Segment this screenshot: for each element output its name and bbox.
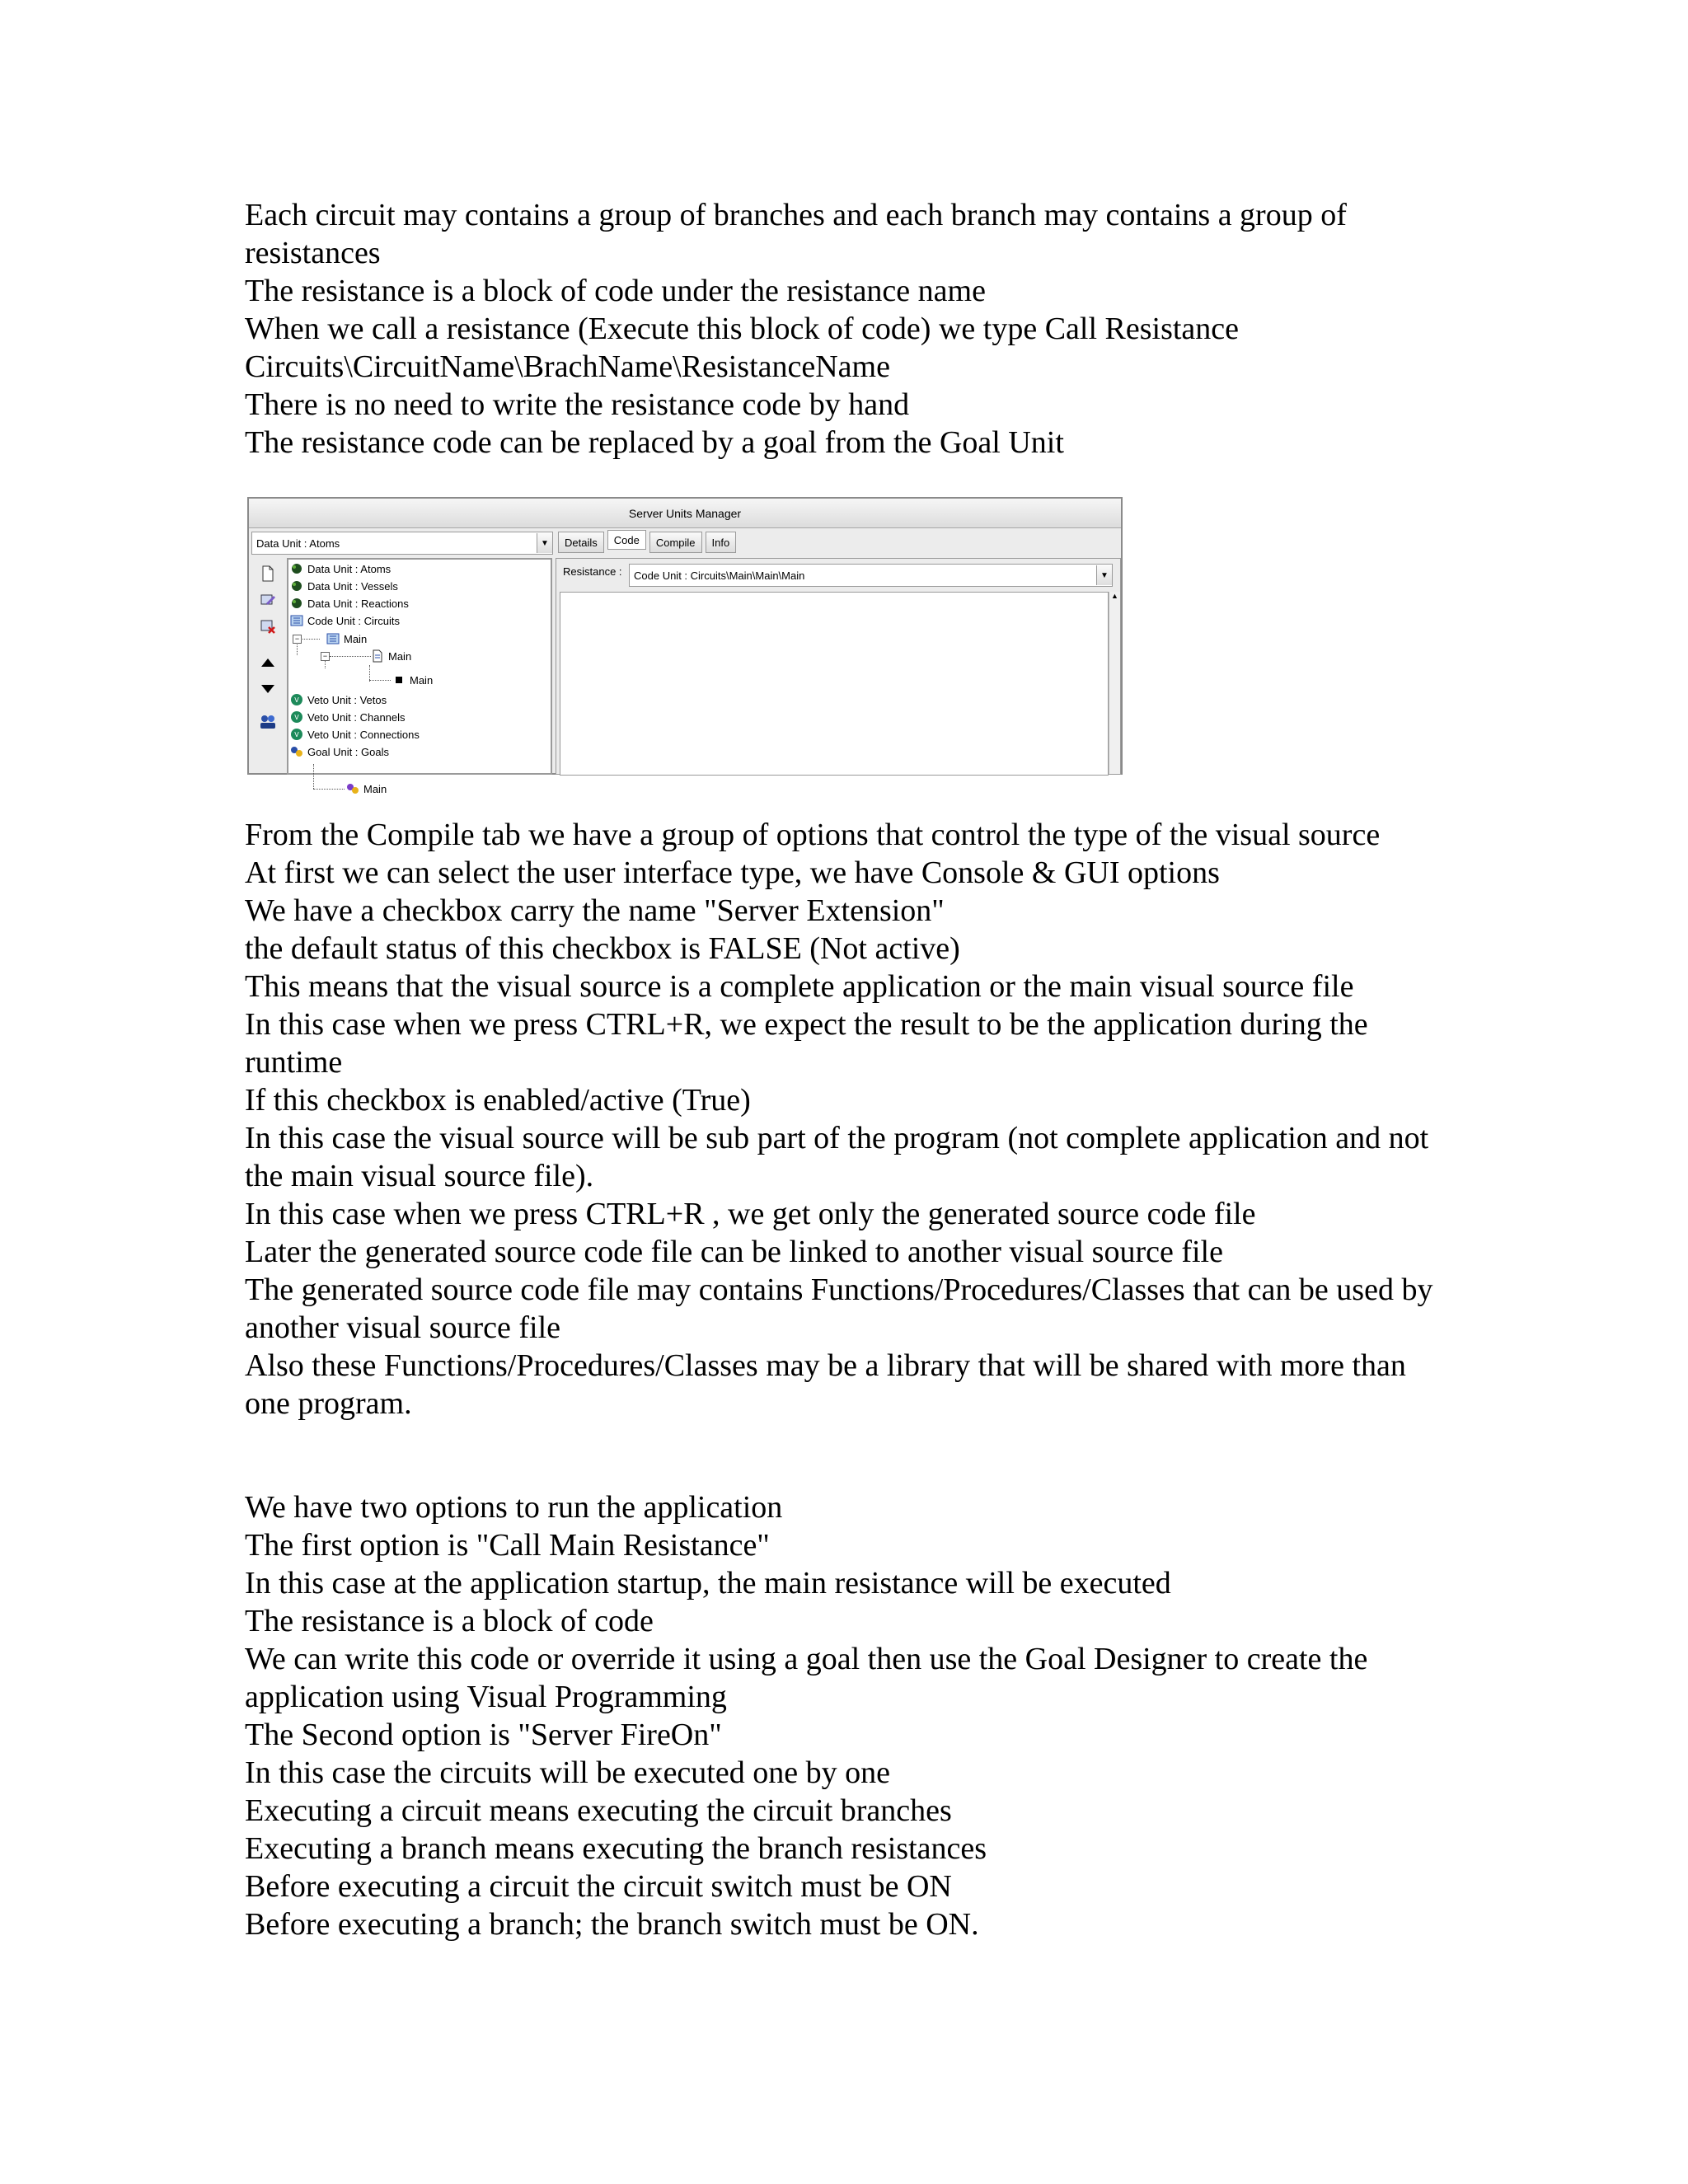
tree-node-label: Main xyxy=(363,782,387,795)
collapse-toggle[interactable]: − xyxy=(293,635,302,644)
text-line: We have two options to run the application xyxy=(245,1490,783,1525)
svg-text:V: V xyxy=(294,714,299,721)
unit-select[interactable] xyxy=(251,532,553,555)
tree-node[interactable] xyxy=(346,780,387,797)
svg-text:V: V xyxy=(294,731,299,738)
new-file-icon[interactable] xyxy=(257,563,279,584)
branch-icon xyxy=(371,649,384,663)
delete-icon[interactable] xyxy=(257,616,279,637)
text-line: The Second option is "Server FireOn" xyxy=(245,1718,722,1752)
edit-icon[interactable] xyxy=(257,589,279,611)
resistance-label: Resistance : xyxy=(563,565,622,578)
text-line: In this case at the application startup, the main resistance will be executed xyxy=(245,1566,1171,1601)
collapse-toggle[interactable]: − xyxy=(321,652,330,661)
svg-text:V: V xyxy=(294,696,299,704)
tree-node[interactable] xyxy=(290,743,389,760)
move-down-icon[interactable] xyxy=(257,678,279,700)
goal-icon xyxy=(346,782,359,795)
tree-node[interactable] xyxy=(290,560,391,577)
text-line: We can write this code or override it using a goal then use the Goal Designer to create the application using Visual Programming xyxy=(245,1642,1368,1714)
text-line: Before executing a branch; the branch switch must be ON. xyxy=(245,1907,979,1942)
tree-node[interactable] xyxy=(290,578,398,594)
tree-toolbar xyxy=(251,558,284,773)
tree-node[interactable] xyxy=(290,612,400,629)
atom-icon xyxy=(290,562,303,575)
tree-node-label: Veto Unit : Connections xyxy=(307,728,420,741)
tree-node[interactable] xyxy=(392,672,433,688)
text-line: The first option is "Call Main Resistance" xyxy=(245,1528,770,1563)
veto-icon xyxy=(290,693,303,706)
tree-node[interactable] xyxy=(290,691,387,708)
resistance-select[interactable] xyxy=(629,564,1113,587)
tab-compile[interactable]: Compile xyxy=(649,532,702,553)
text-line: The resistance is a block of code xyxy=(245,1604,654,1638)
run-options-paragraph xyxy=(245,1488,1448,1943)
text-line: Before executing a circuit the circuit switch must be ON xyxy=(245,1869,952,1904)
tree-node-label: Main xyxy=(410,673,434,687)
tree-node-label: Data Unit : Vessels xyxy=(307,579,398,593)
tree-node-label: Goal Unit : Goals xyxy=(307,745,389,758)
text-line: There is no need to write the resistance code by hand xyxy=(245,387,910,422)
resistance-select-value: Code Unit : Circuits\Main\Main\Main xyxy=(634,569,805,582)
text-line: At first we can select the user interface type, we have Console & GUI options xyxy=(245,855,1220,890)
text-line: We have a checkbox carry the name "Server Extension" xyxy=(245,893,945,928)
tree-node[interactable] xyxy=(290,709,406,725)
text-line: When we call a resistance (Execute this block of code) we type Call Resistance Circuits\CircuitName\BrachName\ResistanceName xyxy=(245,312,1240,384)
resistance-icon xyxy=(392,673,406,687)
compile-options-paragraph xyxy=(245,816,1448,1422)
tree-node-label: Data Unit : Atoms xyxy=(307,562,392,575)
tree-node-label: Main xyxy=(344,632,368,645)
tree-node[interactable] xyxy=(290,595,409,612)
text-line: Also these Functions/Procedures/Classes may be a library that will be shared with more than one program. xyxy=(245,1348,1406,1421)
tree-node-label: Veto Unit : Channels xyxy=(307,710,406,724)
editor-scrollbar[interactable]: ▲ xyxy=(1109,592,1120,774)
unit-select-value: Data Unit : Atoms xyxy=(256,537,340,550)
tab-info[interactable]: Info xyxy=(706,532,737,553)
circuit-icon xyxy=(290,614,303,627)
text-line: In this case when we press CTRL+R , we get only the generated source code file xyxy=(245,1197,1256,1231)
text-line: Executing a circuit means executing the circuit branches xyxy=(245,1793,952,1828)
text-line: In this case the circuits will be executed one by one xyxy=(245,1755,890,1790)
tree-node-label: Data Unit : Reactions xyxy=(307,597,409,610)
tab-details[interactable]: Details xyxy=(558,532,604,553)
text-line: In this case the visual source will be sub part of the program (not complete application and not the main visual source file). xyxy=(245,1121,1429,1193)
window-title: Server Units Manager xyxy=(249,499,1121,528)
chevron-down-icon[interactable]: ▼ xyxy=(1096,565,1112,585)
tree-node-label: Main xyxy=(388,649,412,663)
veto-icon xyxy=(290,728,303,741)
code-editor[interactable] xyxy=(560,592,1109,776)
text-line: the default status of this checkbox is FALSE (Not active) xyxy=(245,931,960,966)
units-tree[interactable] xyxy=(287,558,552,795)
text-line: The resistance is a block of code under the resistance name xyxy=(245,274,986,308)
atom-icon xyxy=(290,579,303,593)
text-line: This means that the visual source is a complete application or the main visual source file xyxy=(245,969,1354,1004)
server-units-manager-screenshot xyxy=(247,497,1123,795)
intro-paragraph xyxy=(245,196,1448,462)
text-line: The resistance code can be replaced by a goal from the Goal Unit xyxy=(245,425,1064,460)
circuit-icon xyxy=(326,632,340,645)
text-line: Later the generated source code file can be linked to another visual source file xyxy=(245,1235,1223,1269)
users-icon[interactable] xyxy=(257,711,279,733)
tree-node-label: Code Unit : Circuits xyxy=(307,614,400,627)
tree-node-label: Veto Unit : Vetos xyxy=(307,693,387,706)
atom-icon xyxy=(290,597,303,610)
text-line: From the Compile tab we have a group of options that control the type of the visual source xyxy=(245,818,1381,852)
code-panel xyxy=(556,558,1121,775)
chevron-down-icon[interactable]: ▼ xyxy=(537,533,552,553)
veto-icon xyxy=(290,710,303,724)
text-line: The generated source code file may contains Functions/Procedures/Classes that can be used by another visual source file xyxy=(245,1272,1433,1345)
tree-node[interactable] xyxy=(326,630,367,647)
tab-bar xyxy=(558,532,736,553)
text-line: Each circuit may contains a group of branches and each branch may contains a group of resistances xyxy=(245,198,1347,270)
tab-code[interactable]: Code xyxy=(607,530,646,550)
tree-node[interactable] xyxy=(290,726,420,743)
goal-icon xyxy=(290,745,303,758)
tree-node[interactable] xyxy=(371,648,411,664)
text-line: Executing a branch means executing the branch resistances xyxy=(245,1831,987,1866)
text-line: If this checkbox is enabled/active (True) xyxy=(245,1083,751,1118)
text-line: In this case when we press CTRL+R, we expect the result to be the application during the runtime xyxy=(245,1007,1368,1080)
move-up-icon[interactable] xyxy=(257,652,279,673)
